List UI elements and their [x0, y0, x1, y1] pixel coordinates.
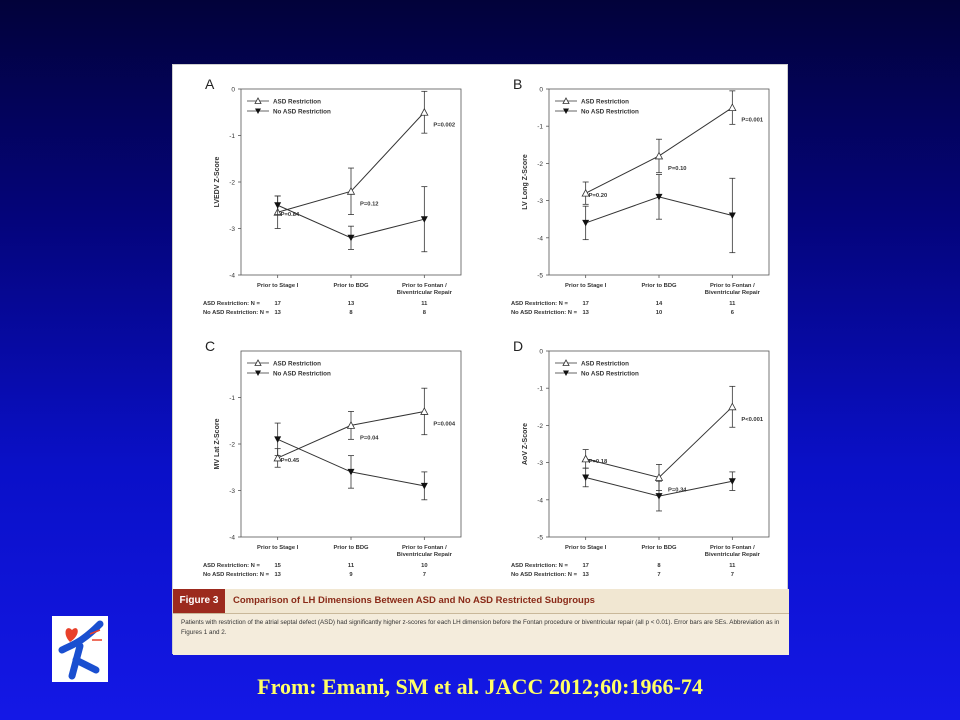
y-tick-label: -5 — [537, 534, 543, 542]
p-value-annotation: P=0.004 — [433, 421, 456, 428]
p-value-annotation: P=0.84 — [280, 212, 300, 219]
x-tick-label: Prior to Stage I — [257, 283, 299, 289]
p-value-annotation: P=0.002 — [433, 122, 456, 129]
y-tick-label: -2 — [229, 179, 235, 187]
x-tick-label: Prior to BDG — [641, 283, 677, 289]
panel-label: B — [513, 76, 523, 92]
data-point — [421, 109, 428, 116]
n-value: 7 — [657, 572, 661, 578]
p-value-annotation: P=0.001 — [741, 117, 764, 124]
x-tick-label: Biventricular Repair — [396, 290, 452, 296]
legend-label: No ASD Restriction — [581, 108, 639, 116]
n-value: 7 — [422, 572, 426, 578]
legend-label: ASD Restriction — [581, 360, 629, 368]
y-tick-label: -2 — [537, 160, 543, 168]
p-value-annotation: P=0.45 — [280, 457, 300, 464]
x-tick-label: Prior to BDG — [333, 283, 369, 289]
figure-panels — [173, 65, 789, 587]
n-value: 13 — [347, 301, 355, 307]
n-value: 8 — [657, 563, 661, 569]
data-point — [729, 212, 736, 219]
y-tick-label: -2 — [537, 422, 543, 430]
y-tick-label: -3 — [229, 226, 235, 233]
x-tick-label: Prior to Stage I — [565, 545, 607, 551]
data-point — [729, 104, 736, 111]
y-tick-label: 0 — [231, 86, 235, 94]
n-value: 11 — [729, 563, 736, 569]
y-tick-label: -4 — [537, 235, 543, 243]
y-tick-label: 0 — [539, 86, 543, 94]
y-tick-label: -1 — [537, 385, 543, 393]
y-axis-label: LV Long Z-Score — [522, 154, 529, 210]
y-tick-label: -1 — [537, 123, 543, 131]
n-value: 10 — [655, 310, 663, 316]
n-value: 17 — [582, 301, 589, 307]
figure-title: Comparison of LH Dimensions Between ASD and No ASD Restricted Subgroups — [233, 595, 595, 606]
p-value-annotation: P<0.001 — [741, 416, 764, 423]
n-value: 11 — [421, 301, 428, 307]
legend-label: No ASD Restriction — [273, 108, 331, 116]
p-value-annotation: P=0.04 — [360, 435, 379, 442]
n-value: 7 — [730, 572, 734, 578]
legend-label: No ASD Restriction — [581, 370, 639, 378]
legend-label: No ASD Restriction — [273, 370, 331, 378]
n-value: 10 — [421, 563, 428, 569]
x-tick-label: Prior to BDG — [641, 545, 677, 551]
y-tick-label: -2 — [229, 441, 235, 449]
p-value-annotation: P=0.12 — [360, 201, 379, 208]
heart-person-logo-icon — [52, 616, 108, 682]
legend-label: ASD Restriction — [581, 98, 629, 106]
x-tick-label: Biventricular Repair — [704, 290, 760, 296]
y-tick-label: -5 — [537, 272, 543, 280]
x-tick-label: Prior to Stage I — [257, 545, 299, 551]
data-point — [582, 220, 589, 227]
legend-label: ASD Restriction — [273, 98, 321, 106]
panel-label: C — [205, 338, 216, 354]
chart-panel-d — [481, 327, 789, 587]
p-value-annotation: P=0.18 — [588, 458, 608, 465]
n-row-label: No ASD Restriction: N = — [203, 310, 269, 316]
n-row-label: ASD Restriction: N = — [511, 563, 568, 569]
x-tick-label: Prior to Fontan / — [709, 545, 755, 551]
data-point — [729, 403, 736, 410]
p-value-annotation: P=0.20 — [588, 193, 608, 200]
y-axis-label: AoV Z-Score — [522, 422, 529, 466]
y-axis-label: MV Lat Z-Score — [214, 418, 221, 470]
data-point — [274, 436, 281, 443]
citation-text: From: Emani, SM et al. JACC 2012;60:1966-74 — [257, 674, 703, 699]
n-value: 9 — [349, 572, 353, 578]
n-row-label: No ASD Restriction: N = — [511, 572, 577, 578]
chart-panel-a — [173, 65, 481, 325]
figure-number-label: Figure 3 — [173, 589, 225, 613]
y-tick-label: -3 — [537, 460, 543, 468]
y-tick-label: -3 — [537, 198, 543, 206]
n-row-label: ASD Restriction: N = — [203, 563, 260, 569]
n-value: 11 — [729, 301, 736, 307]
chart-panel-c — [173, 327, 481, 587]
x-tick-label: Biventricular Repair — [704, 552, 760, 558]
y-tick-label: -3 — [229, 488, 235, 495]
plot-frame — [241, 351, 461, 537]
data-point — [656, 152, 663, 159]
legend-label: ASD Restriction — [273, 360, 321, 368]
journal-figure — [172, 64, 788, 654]
y-tick-label: -4 — [229, 534, 235, 542]
panel-label: D — [513, 338, 524, 354]
caption-header — [173, 589, 789, 614]
data-point — [421, 483, 428, 490]
n-row-label: No ASD Restriction: N = — [511, 310, 577, 316]
x-tick-label: Biventricular Repair — [396, 552, 452, 558]
y-tick-label: -1 — [229, 133, 235, 140]
y-tick-label: 0 — [539, 348, 543, 356]
data-point — [421, 408, 428, 415]
n-value: 6 — [730, 310, 734, 316]
y-tick-label: -1 — [229, 395, 235, 402]
n-row-label: No ASD Restriction: N = — [203, 572, 269, 578]
n-value: 15 — [274, 563, 281, 569]
n-value: 14 — [655, 301, 663, 307]
y-tick-label: -4 — [537, 497, 543, 505]
y-axis-label: LVEDV Z-Score — [214, 156, 221, 208]
n-value: 8 — [349, 310, 353, 316]
n-value: 8 — [422, 310, 426, 316]
n-value: 17 — [274, 301, 281, 307]
figure-caption — [173, 589, 789, 655]
p-value-annotation: P=0.34 — [668, 487, 687, 494]
n-value: 13 — [582, 310, 589, 316]
x-tick-label: Prior to Fontan / — [401, 545, 447, 551]
x-tick-label: Prior to Fontan / — [401, 283, 447, 289]
n-value: 13 — [582, 572, 589, 578]
n-value: 13 — [274, 572, 281, 578]
chart-panel-b — [481, 65, 789, 325]
y-tick-label: -4 — [229, 272, 235, 280]
n-row-label: ASD Restriction: N = — [511, 301, 568, 307]
x-tick-label: Prior to Fontan / — [709, 283, 755, 289]
x-tick-label: Prior to Stage I — [565, 283, 607, 289]
n-value: 11 — [347, 563, 355, 569]
data-point — [656, 493, 663, 500]
data-point — [274, 202, 281, 209]
n-row-label: ASD Restriction: N = — [203, 301, 260, 307]
panel-label: A — [205, 76, 215, 92]
data-point — [348, 235, 355, 242]
x-tick-label: Prior to BDG — [333, 545, 369, 551]
caption-body: Patients with restriction of the atrial septal defect (ASD) had significantly higher z-scores for each LH dimension before the Fontan procedure or biventricular repair (all p < 0.01). Error bars are SEs. Abbreviation as in Figures 1 and 2. — [181, 619, 780, 636]
n-value: 17 — [582, 563, 589, 569]
n-value: 13 — [274, 310, 281, 316]
p-value-annotation: P=0.10 — [668, 165, 687, 172]
